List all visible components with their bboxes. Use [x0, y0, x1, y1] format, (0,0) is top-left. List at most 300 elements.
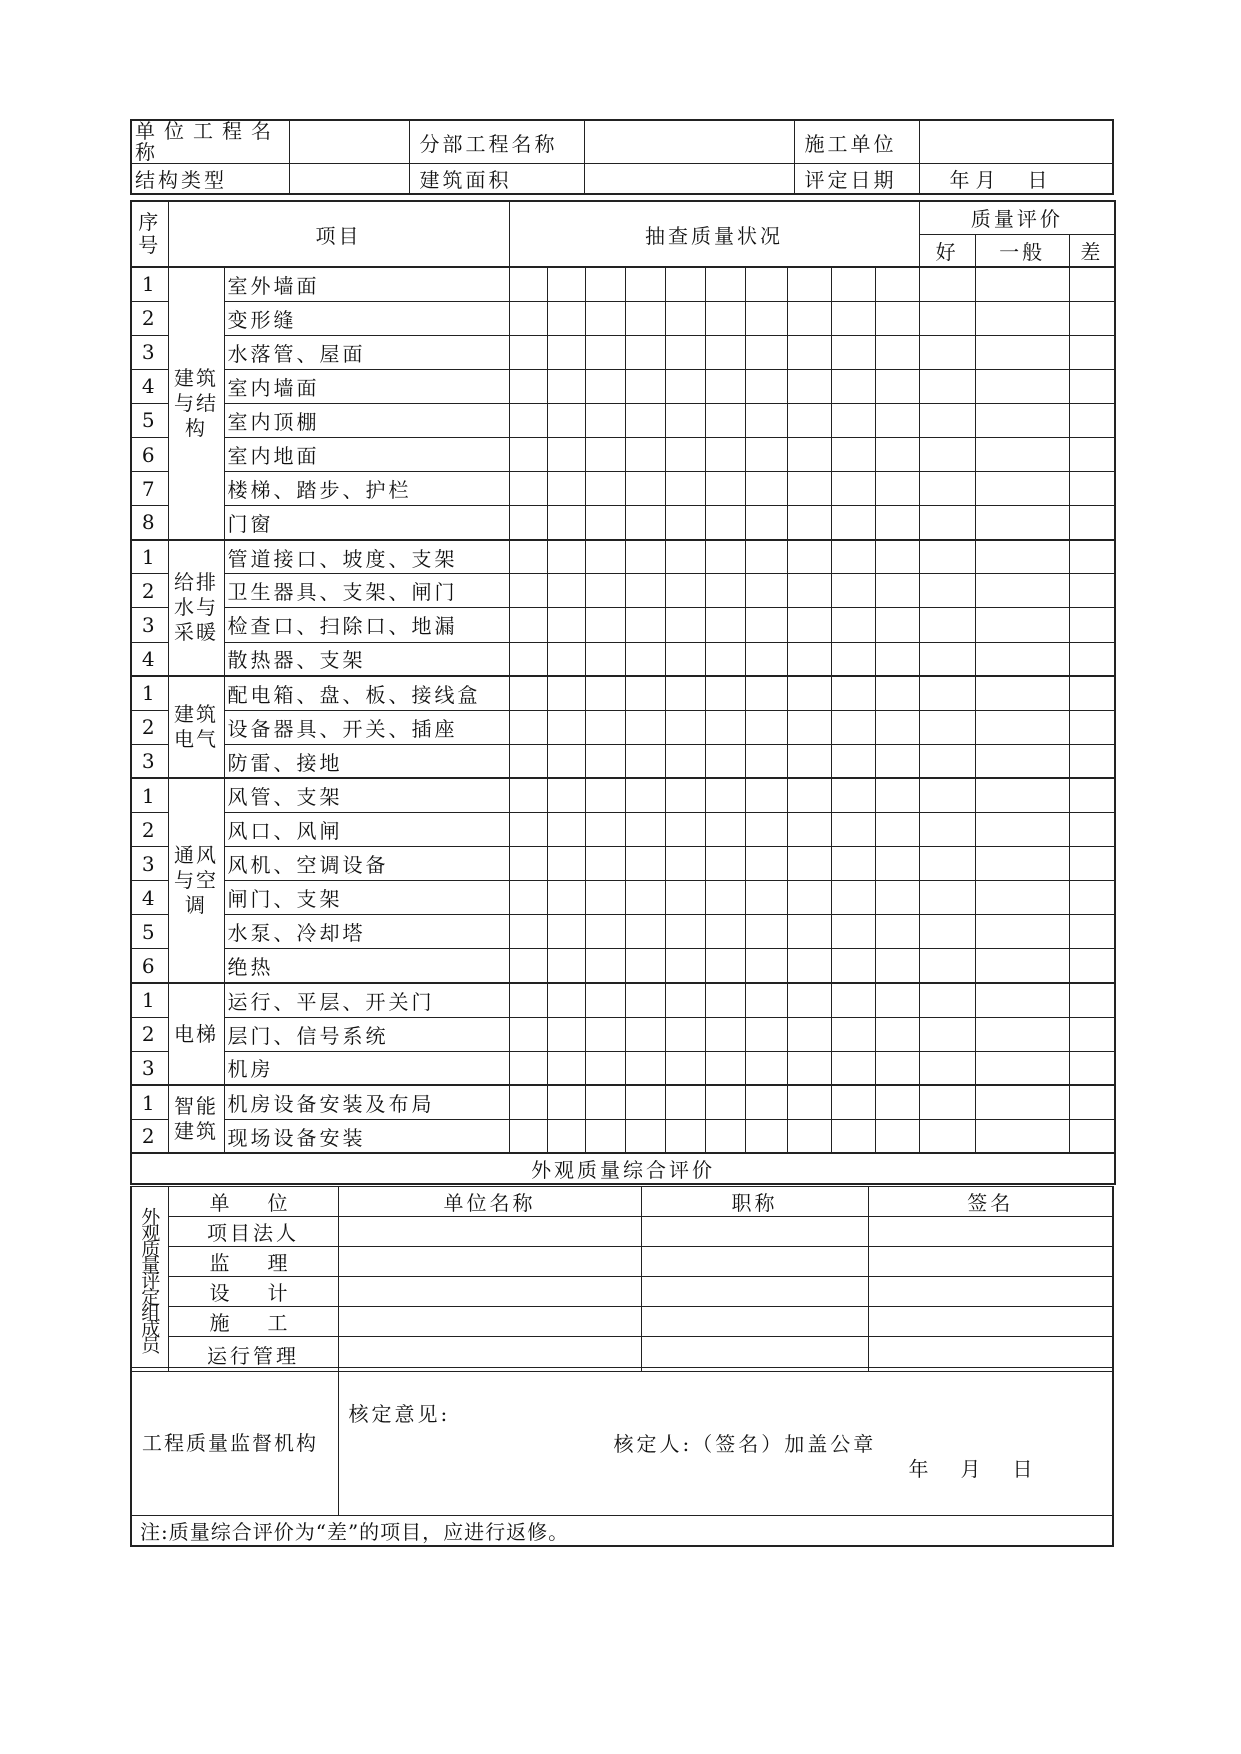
rating-average-cell[interactable] [975, 1119, 1069, 1153]
sampling-cell[interactable] [585, 881, 625, 915]
sampling-cell[interactable] [625, 506, 665, 540]
sampling-cell[interactable] [625, 676, 665, 710]
member-unit-name-field[interactable] [338, 1307, 641, 1337]
sampling-cell[interactable] [665, 778, 705, 812]
rating-poor-cell[interactable] [1069, 642, 1115, 676]
sampling-cell[interactable] [705, 983, 745, 1017]
sampling-cell[interactable] [625, 540, 665, 574]
sampling-cell[interactable] [509, 369, 547, 403]
sampling-cell[interactable] [787, 574, 831, 608]
sampling-cell[interactable] [745, 267, 787, 301]
rating-poor-cell[interactable] [1069, 710, 1115, 744]
sampling-cell[interactable] [547, 676, 585, 710]
sampling-cell[interactable] [665, 1119, 705, 1153]
sampling-cell[interactable] [705, 1119, 745, 1153]
rating-poor-cell[interactable] [1069, 1085, 1115, 1119]
member-title-field[interactable] [641, 1307, 868, 1337]
sampling-cell[interactable] [705, 506, 745, 540]
rating-average-cell[interactable] [975, 881, 1069, 915]
rating-poor-cell[interactable] [1069, 301, 1115, 335]
sampling-cell[interactable] [745, 506, 787, 540]
sampling-cell[interactable] [875, 1119, 919, 1153]
sampling-cell[interactable] [745, 608, 787, 642]
sampling-cell[interactable] [547, 437, 585, 471]
rating-average-cell[interactable] [975, 778, 1069, 812]
sampling-cell[interactable] [547, 1051, 585, 1085]
sampling-cell[interactable] [787, 949, 831, 983]
sampling-cell[interactable] [745, 403, 787, 437]
sampling-cell[interactable] [875, 403, 919, 437]
sampling-cell[interactable] [745, 949, 787, 983]
sampling-cell[interactable] [625, 608, 665, 642]
rating-good-cell[interactable] [919, 915, 975, 949]
member-signature-field[interactable] [868, 1277, 1113, 1307]
sampling-cell[interactable] [875, 710, 919, 744]
sampling-cell[interactable] [745, 369, 787, 403]
sampling-cell[interactable] [665, 1085, 705, 1119]
member-title-field[interactable] [641, 1217, 868, 1247]
sampling-cell[interactable] [705, 642, 745, 676]
sampling-cell[interactable] [585, 369, 625, 403]
sampling-cell[interactable] [875, 574, 919, 608]
sampling-cell[interactable] [705, 676, 745, 710]
rating-poor-cell[interactable] [1069, 1051, 1115, 1085]
sampling-cell[interactable] [585, 983, 625, 1017]
sampling-cell[interactable] [831, 574, 875, 608]
sampling-cell[interactable] [509, 335, 547, 369]
rating-good-cell[interactable] [919, 437, 975, 471]
rating-poor-cell[interactable] [1069, 540, 1115, 574]
sampling-cell[interactable] [509, 813, 547, 847]
sampling-cell[interactable] [585, 1051, 625, 1085]
sampling-cell[interactable] [831, 847, 875, 881]
sampling-cell[interactable] [625, 915, 665, 949]
sampling-cell[interactable] [787, 1119, 831, 1153]
sampling-cell[interactable] [547, 881, 585, 915]
rating-average-cell[interactable] [975, 676, 1069, 710]
sampling-cell[interactable] [787, 437, 831, 471]
rating-average-cell[interactable] [975, 403, 1069, 437]
sampling-cell[interactable] [787, 915, 831, 949]
sampling-cell[interactable] [547, 778, 585, 812]
sampling-cell[interactable] [787, 335, 831, 369]
rating-poor-cell[interactable] [1069, 847, 1115, 881]
sampling-cell[interactable] [745, 983, 787, 1017]
rating-poor-cell[interactable] [1069, 506, 1115, 540]
sampling-cell[interactable] [509, 676, 547, 710]
sampling-cell[interactable] [509, 608, 547, 642]
sampling-cell[interactable] [625, 949, 665, 983]
sampling-cell[interactable] [665, 881, 705, 915]
sampling-cell[interactable] [705, 710, 745, 744]
rating-good-cell[interactable] [919, 813, 975, 847]
rating-poor-cell[interactable] [1069, 267, 1115, 301]
sampling-cell[interactable] [547, 744, 585, 778]
sampling-cell[interactable] [745, 744, 787, 778]
sampling-cell[interactable] [745, 1085, 787, 1119]
sampling-cell[interactable] [831, 267, 875, 301]
sampling-cell[interactable] [665, 472, 705, 506]
sampling-cell[interactable] [745, 1051, 787, 1085]
sampling-cell[interactable] [745, 847, 787, 881]
rating-good-cell[interactable] [919, 540, 975, 574]
sampling-cell[interactable] [745, 813, 787, 847]
rating-poor-cell[interactable] [1069, 472, 1115, 506]
sampling-cell[interactable] [831, 949, 875, 983]
sampling-cell[interactable] [585, 437, 625, 471]
sampling-cell[interactable] [625, 1085, 665, 1119]
sampling-cell[interactable] [831, 1017, 875, 1051]
sampling-cell[interactable] [625, 847, 665, 881]
sampling-cell[interactable] [585, 847, 625, 881]
sampling-cell[interactable] [787, 847, 831, 881]
sampling-cell[interactable] [831, 881, 875, 915]
sampling-cell[interactable] [509, 881, 547, 915]
sampling-cell[interactable] [705, 608, 745, 642]
sampling-cell[interactable] [787, 983, 831, 1017]
rating-poor-cell[interactable] [1069, 778, 1115, 812]
sampling-cell[interactable] [547, 301, 585, 335]
sampling-cell[interactable] [665, 813, 705, 847]
sampling-cell[interactable] [787, 267, 831, 301]
sampling-cell[interactable] [585, 403, 625, 437]
sampling-cell[interactable] [745, 335, 787, 369]
sampling-cell[interactable] [665, 574, 705, 608]
sampling-cell[interactable] [831, 506, 875, 540]
sampling-cell[interactable] [585, 1017, 625, 1051]
rating-average-cell[interactable] [975, 608, 1069, 642]
sampling-cell[interactable] [787, 540, 831, 574]
sampling-cell[interactable] [509, 1017, 547, 1051]
sampling-cell[interactable] [509, 437, 547, 471]
sampling-cell[interactable] [665, 267, 705, 301]
sampling-cell[interactable] [509, 1119, 547, 1153]
sampling-cell[interactable] [509, 403, 547, 437]
sampling-cell[interactable] [875, 437, 919, 471]
rating-average-cell[interactable] [975, 301, 1069, 335]
sampling-cell[interactable] [585, 710, 625, 744]
sampling-cell[interactable] [831, 778, 875, 812]
sampling-cell[interactable] [665, 403, 705, 437]
rating-good-cell[interactable] [919, 506, 975, 540]
sampling-cell[interactable] [665, 1051, 705, 1085]
sampling-cell[interactable] [625, 267, 665, 301]
sampling-cell[interactable] [875, 642, 919, 676]
sampling-cell[interactable] [875, 608, 919, 642]
sampling-cell[interactable] [705, 472, 745, 506]
sampling-cell[interactable] [875, 1017, 919, 1051]
sampling-cell[interactable] [665, 847, 705, 881]
sub-project-field[interactable] [584, 120, 794, 164]
sampling-cell[interactable] [509, 540, 547, 574]
rating-poor-cell[interactable] [1069, 369, 1115, 403]
rating-good-cell[interactable] [919, 472, 975, 506]
sampling-cell[interactable] [875, 506, 919, 540]
sampling-cell[interactable] [875, 778, 919, 812]
sampling-cell[interactable] [745, 881, 787, 915]
rating-poor-cell[interactable] [1069, 676, 1115, 710]
rating-good-cell[interactable] [919, 267, 975, 301]
sampling-cell[interactable] [585, 1085, 625, 1119]
sampling-cell[interactable] [831, 1119, 875, 1153]
sampling-cell[interactable] [745, 778, 787, 812]
sampling-cell[interactable] [831, 710, 875, 744]
rating-poor-cell[interactable] [1069, 744, 1115, 778]
sampling-cell[interactable] [625, 710, 665, 744]
rating-poor-cell[interactable] [1069, 1017, 1115, 1051]
sampling-cell[interactable] [875, 540, 919, 574]
rating-average-cell[interactable] [975, 710, 1069, 744]
sampling-cell[interactable] [705, 369, 745, 403]
sampling-cell[interactable] [665, 301, 705, 335]
sampling-cell[interactable] [625, 369, 665, 403]
unit-project-field[interactable] [289, 120, 409, 164]
sampling-cell[interactable] [509, 1051, 547, 1085]
sampling-cell[interactable] [705, 403, 745, 437]
rating-good-cell[interactable] [919, 676, 975, 710]
sampling-cell[interactable] [787, 710, 831, 744]
area-field[interactable] [584, 164, 794, 195]
sampling-cell[interactable] [787, 744, 831, 778]
sampling-cell[interactable] [665, 369, 705, 403]
sampling-cell[interactable] [585, 744, 625, 778]
structure-field[interactable] [289, 164, 409, 195]
sampling-cell[interactable] [509, 778, 547, 812]
sampling-cell[interactable] [547, 642, 585, 676]
supervision-opinion-area[interactable] [338, 1368, 1113, 1516]
rating-poor-cell[interactable] [1069, 813, 1115, 847]
sampling-cell[interactable] [665, 676, 705, 710]
sampling-cell[interactable] [625, 813, 665, 847]
sampling-cell[interactable] [585, 915, 625, 949]
rating-average-cell[interactable] [975, 369, 1069, 403]
sampling-cell[interactable] [547, 710, 585, 744]
sampling-cell[interactable] [831, 915, 875, 949]
rating-good-cell[interactable] [919, 1085, 975, 1119]
member-title-field[interactable] [641, 1247, 868, 1277]
sampling-cell[interactable] [625, 642, 665, 676]
sampling-cell[interactable] [625, 744, 665, 778]
sampling-cell[interactable] [745, 437, 787, 471]
rating-good-cell[interactable] [919, 335, 975, 369]
sampling-cell[interactable] [625, 335, 665, 369]
sampling-cell[interactable] [509, 472, 547, 506]
sampling-cell[interactable] [831, 608, 875, 642]
sampling-cell[interactable] [875, 983, 919, 1017]
rating-average-cell[interactable] [975, 847, 1069, 881]
rating-average-cell[interactable] [975, 642, 1069, 676]
sampling-cell[interactable] [875, 847, 919, 881]
rating-average-cell[interactable] [975, 574, 1069, 608]
rating-poor-cell[interactable] [1069, 1119, 1115, 1153]
sampling-cell[interactable] [547, 608, 585, 642]
rating-good-cell[interactable] [919, 642, 975, 676]
sampling-cell[interactable] [665, 335, 705, 369]
member-signature-field[interactable] [868, 1307, 1113, 1337]
sampling-cell[interactable] [705, 437, 745, 471]
rating-average-cell[interactable] [975, 1051, 1069, 1085]
sampling-cell[interactable] [665, 506, 705, 540]
rating-average-cell[interactable] [975, 813, 1069, 847]
sampling-cell[interactable] [547, 335, 585, 369]
sampling-cell[interactable] [665, 710, 705, 744]
sampling-cell[interactable] [875, 744, 919, 778]
sampling-cell[interactable] [831, 1051, 875, 1085]
sampling-cell[interactable] [745, 301, 787, 335]
rating-average-cell[interactable] [975, 506, 1069, 540]
sampling-cell[interactable] [705, 540, 745, 574]
sampling-cell[interactable] [745, 540, 787, 574]
sampling-cell[interactable] [787, 881, 831, 915]
rating-average-cell[interactable] [975, 1017, 1069, 1051]
sampling-cell[interactable] [705, 301, 745, 335]
sampling-cell[interactable] [787, 1017, 831, 1051]
sampling-cell[interactable] [705, 847, 745, 881]
sampling-cell[interactable] [509, 1085, 547, 1119]
sampling-cell[interactable] [787, 1085, 831, 1119]
sampling-cell[interactable] [665, 437, 705, 471]
sampling-cell[interactable] [509, 915, 547, 949]
sampling-cell[interactable] [705, 881, 745, 915]
sampling-cell[interactable] [665, 642, 705, 676]
sampling-cell[interactable] [547, 506, 585, 540]
rating-good-cell[interactable] [919, 608, 975, 642]
sampling-cell[interactable] [625, 301, 665, 335]
sampling-cell[interactable] [585, 608, 625, 642]
sampling-cell[interactable] [509, 574, 547, 608]
rating-good-cell[interactable] [919, 744, 975, 778]
member-unit-name-field[interactable] [338, 1217, 641, 1247]
sampling-cell[interactable] [509, 744, 547, 778]
sampling-cell[interactable] [831, 744, 875, 778]
rating-poor-cell[interactable] [1069, 915, 1115, 949]
sampling-cell[interactable] [625, 1051, 665, 1085]
sampling-cell[interactable] [745, 1017, 787, 1051]
sampling-cell[interactable] [831, 403, 875, 437]
sampling-cell[interactable] [831, 335, 875, 369]
sampling-cell[interactable] [875, 1085, 919, 1119]
sampling-cell[interactable] [705, 1017, 745, 1051]
sampling-cell[interactable] [705, 813, 745, 847]
sampling-cell[interactable] [625, 983, 665, 1017]
sampling-cell[interactable] [509, 506, 547, 540]
rating-good-cell[interactable] [919, 847, 975, 881]
rating-poor-cell[interactable] [1069, 881, 1115, 915]
rating-good-cell[interactable] [919, 1119, 975, 1153]
sampling-cell[interactable] [831, 1085, 875, 1119]
rating-poor-cell[interactable] [1069, 403, 1115, 437]
rating-average-cell[interactable] [975, 949, 1069, 983]
sampling-cell[interactable] [547, 540, 585, 574]
sampling-cell[interactable] [745, 1119, 787, 1153]
sampling-cell[interactable] [875, 472, 919, 506]
sampling-cell[interactable] [625, 881, 665, 915]
sampling-cell[interactable] [665, 540, 705, 574]
sampling-cell[interactable] [705, 778, 745, 812]
sampling-cell[interactable] [745, 710, 787, 744]
sampling-cell[interactable] [547, 915, 585, 949]
sampling-cell[interactable] [831, 983, 875, 1017]
sampling-cell[interactable] [585, 506, 625, 540]
sampling-cell[interactable] [665, 608, 705, 642]
sampling-cell[interactable] [585, 472, 625, 506]
sampling-cell[interactable] [585, 949, 625, 983]
sampling-cell[interactable] [509, 949, 547, 983]
sampling-cell[interactable] [705, 744, 745, 778]
sampling-cell[interactable] [665, 983, 705, 1017]
rating-average-cell[interactable] [975, 1085, 1069, 1119]
rating-poor-cell[interactable] [1069, 983, 1115, 1017]
sampling-cell[interactable] [705, 335, 745, 369]
sampling-cell[interactable] [831, 369, 875, 403]
sampling-cell[interactable] [745, 642, 787, 676]
sampling-cell[interactable] [509, 983, 547, 1017]
sampling-cell[interactable] [547, 1017, 585, 1051]
sampling-cell[interactable] [831, 472, 875, 506]
rating-good-cell[interactable] [919, 1051, 975, 1085]
rating-poor-cell[interactable] [1069, 949, 1115, 983]
sampling-cell[interactable] [585, 335, 625, 369]
sampling-cell[interactable] [665, 915, 705, 949]
rating-good-cell[interactable] [919, 881, 975, 915]
sampling-cell[interactable] [509, 642, 547, 676]
sampling-cell[interactable] [585, 813, 625, 847]
member-unit-name-field[interactable] [338, 1247, 641, 1277]
rating-poor-cell[interactable] [1069, 574, 1115, 608]
sampling-cell[interactable] [705, 1051, 745, 1085]
sampling-cell[interactable] [509, 710, 547, 744]
sampling-cell[interactable] [745, 915, 787, 949]
sampling-cell[interactable] [875, 949, 919, 983]
sampling-cell[interactable] [787, 506, 831, 540]
sampling-cell[interactable] [745, 472, 787, 506]
sampling-cell[interactable] [625, 574, 665, 608]
sampling-cell[interactable] [787, 1051, 831, 1085]
sampling-cell[interactable] [547, 472, 585, 506]
sampling-cell[interactable] [509, 847, 547, 881]
sampling-cell[interactable] [831, 301, 875, 335]
rating-good-cell[interactable] [919, 574, 975, 608]
rating-good-cell[interactable] [919, 949, 975, 983]
rating-average-cell[interactable] [975, 472, 1069, 506]
rating-poor-cell[interactable] [1069, 608, 1115, 642]
sampling-cell[interactable] [547, 1119, 585, 1153]
sampling-cell[interactable] [831, 437, 875, 471]
sampling-cell[interactable] [509, 267, 547, 301]
sampling-cell[interactable] [745, 574, 787, 608]
rating-poor-cell[interactable] [1069, 335, 1115, 369]
sampling-cell[interactable] [585, 778, 625, 812]
sampling-cell[interactable] [625, 1017, 665, 1051]
rating-good-cell[interactable] [919, 710, 975, 744]
rating-average-cell[interactable] [975, 744, 1069, 778]
sampling-cell[interactable] [787, 301, 831, 335]
rating-poor-cell[interactable] [1069, 437, 1115, 471]
sampling-cell[interactable] [787, 403, 831, 437]
sampling-cell[interactable] [665, 949, 705, 983]
sampling-cell[interactable] [625, 778, 665, 812]
sampling-cell[interactable] [547, 574, 585, 608]
sampling-cell[interactable] [831, 540, 875, 574]
sampling-cell[interactable] [547, 949, 585, 983]
date-value[interactable]: 年月 日 [919, 164, 1113, 195]
sampling-cell[interactable] [875, 676, 919, 710]
rating-good-cell[interactable] [919, 369, 975, 403]
rating-average-cell[interactable] [975, 335, 1069, 369]
sampling-cell[interactable] [787, 472, 831, 506]
sampling-cell[interactable] [705, 949, 745, 983]
rating-average-cell[interactable] [975, 437, 1069, 471]
